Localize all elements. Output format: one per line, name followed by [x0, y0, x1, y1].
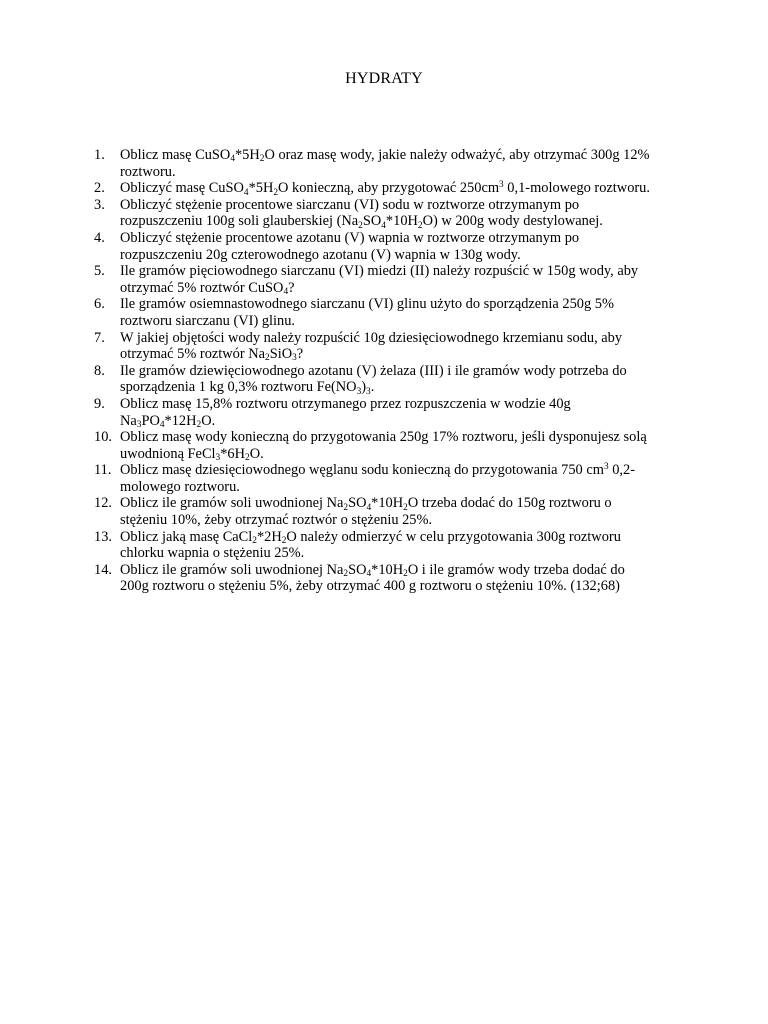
list-item: [94, 263, 698, 296]
problem-list: [94, 147, 698, 595]
item-number: 12.: [94, 495, 112, 512]
item-text-line: Oblicz ile gramów soli uwodnionej $Na_2SO_4*10H_2O$ i ile gramów wody trzeba dodać do: [120, 561, 625, 580]
item-number: 1.: [94, 147, 105, 163]
item-text-line: otrzymać 5% roztwór $Na_2SiO_3$?: [120, 346, 304, 364]
subscript: 2: [196, 419, 202, 430]
subscript: 2: [358, 220, 363, 231]
item-text-line: Oblicz jaką masę $CaCl_2*2H_2O$ należy odmierzyć w celu przygotowania 300g roztworu: [120, 528, 621, 546]
item-number: 3.: [94, 196, 105, 213]
item-text-line: Oblicz masę $CuSO_4*5H_2O$ oraz masę wody, jakie należy odważyć, aby otrzymać 300g 12%: [120, 147, 650, 165]
subscript: 2: [252, 535, 257, 546]
item-number: 5.: [94, 263, 105, 280]
item-number: 13.: [94, 528, 112, 545]
item-text-line: chlorku wapnia o stężeniu 25%.: [120, 545, 305, 562]
item-text-line: roztworu.: [120, 163, 176, 180]
subscript: 4: [381, 220, 386, 231]
list-item: [94, 562, 698, 595]
list-item: [94, 180, 698, 197]
list-item: [94, 147, 698, 180]
item-text-line: Ile gramów dziewięciowodnego azotanu (V) żelaza (III) i ile gramów wody potrzeba do: [120, 362, 627, 379]
item-text-line: otrzymać 5% roztwór CuSO$_4$?: [120, 279, 295, 298]
item-text-line: Obliczyć stężenie procentowe azotanu (V) wapnia w roztworze otrzymanym po: [120, 229, 580, 246]
item-text-line: rozpuszczeniu 20g czterowodnego azotanu (V) wapnia w 130g wody.: [120, 246, 521, 263]
subscript: 2: [281, 535, 287, 546]
subscript: 4: [366, 569, 372, 580]
subscript: 3: [366, 386, 371, 397]
subscript: 2: [259, 154, 265, 165]
item-text-line: W jakiej objętości wody należy rozpuścić 10g dziesięciowodnego krzemianu sodu, aby: [120, 329, 623, 346]
list-item: [94, 296, 698, 329]
item-text-line: molowego roztworu.: [120, 478, 240, 495]
list-item: [94, 197, 698, 230]
list-item: [94, 230, 698, 263]
item-text-line: Oblicz masę 15,8% roztworu otrzymanego przez rozpuszczenia w wodzie 40g: [120, 395, 571, 412]
subscript: 3: [136, 419, 142, 430]
item-text-line: sporządzenia 1 kg 0,3% roztworu $Fe(NO_3)_3$.: [120, 379, 375, 397]
subscript: 2: [343, 502, 349, 513]
item-text-line: Ile gramów osiemnastowodnego siarczanu (VI) glinu użyto do sporządzenia 250g 5%: [120, 296, 614, 313]
subscript: 4: [366, 502, 372, 513]
subscript: 4: [230, 154, 235, 165]
subscript: 2: [403, 569, 408, 580]
subscript: 3: [356, 386, 362, 397]
subscript: 3: [292, 353, 297, 364]
item-text-line: Oblicz masę dziesięciowodnego węglanu sodu konieczną do przygotowania 750 $cm^3$ 0,2-: [120, 462, 635, 479]
list-item: [94, 363, 698, 396]
item-number: 6.: [94, 296, 105, 313]
item-text-line: $Na_3PO_4*12H_2O$.: [120, 412, 216, 430]
subscript: 4: [283, 287, 289, 298]
list-item: [94, 462, 698, 495]
item-text-line: 200g roztworu o stężeniu 5%, żeby otrzymać 400 g roztworu o stężeniu 10%. (132;68): [120, 578, 620, 595]
item-number: 7.: [94, 329, 105, 346]
item-number: 14.: [94, 561, 112, 578]
item-text-line: Oblicz masę wody konieczną do przygotowania 250g 17% roztworu, jeśli dysponujesz solą: [120, 429, 647, 446]
subscript: 2: [273, 187, 279, 198]
list-item: [94, 330, 698, 363]
item-number: 9.: [94, 395, 105, 412]
list-item: [94, 396, 698, 429]
subscript: 2: [265, 353, 270, 364]
superscript: 3: [499, 180, 504, 191]
item-text-line: roztworu siarczanu (VI) glinu.: [120, 312, 296, 329]
item-text-line: uwodnioną $FeCl_3*6H_2O$.: [120, 445, 264, 464]
document-title: HYDRATY: [345, 70, 423, 87]
subscript: 2: [403, 502, 408, 513]
superscript: 3: [603, 462, 609, 473]
item-number: 4.: [94, 229, 105, 246]
item-text-line: Ile gramów pięciowodnego siarczanu (VI) miedzi (II) należy rozpuścić w 150g wody, aby: [120, 263, 639, 280]
list-item: [94, 529, 698, 562]
subscript: 3: [215, 453, 221, 464]
item-text-line: rozpuszczeniu 100g soli glauberskiej $(Na_2SO_4*10H_2O)$ w 200g wody destylowanej.: [120, 213, 603, 231]
item-number: 8.: [94, 362, 105, 379]
subscript: 2: [343, 569, 349, 580]
item-text-line: stężeniu 10%, żeby otrzymać roztwór o stężeniu 25%.: [120, 512, 433, 529]
item-text-line: Oblicz ile gramów soli uwodnionej $Na_2SO_4*10H_2O$ trzeba dodać do 150g roztworu o: [120, 495, 612, 513]
item-text-line: Obliczyć stężenie procentowe siarczanu (VI) sodu w roztworze otrzymanym po: [120, 196, 580, 213]
subscript: 2: [245, 453, 250, 464]
item-text-line: Obliczyć masę $CuSO_4*5H_2O$ konieczną, aby przygotować $250cm^3$ 0,1-molowego roztworu.: [120, 180, 650, 198]
item-number: 2.: [94, 180, 105, 197]
subscript: 4: [159, 419, 165, 430]
subscript: 4: [243, 187, 249, 198]
item-number: 11.: [94, 462, 112, 479]
subscript: 2: [417, 220, 423, 231]
list-item: [94, 429, 698, 462]
item-number: 10.: [94, 429, 112, 446]
list-item: [94, 495, 698, 528]
